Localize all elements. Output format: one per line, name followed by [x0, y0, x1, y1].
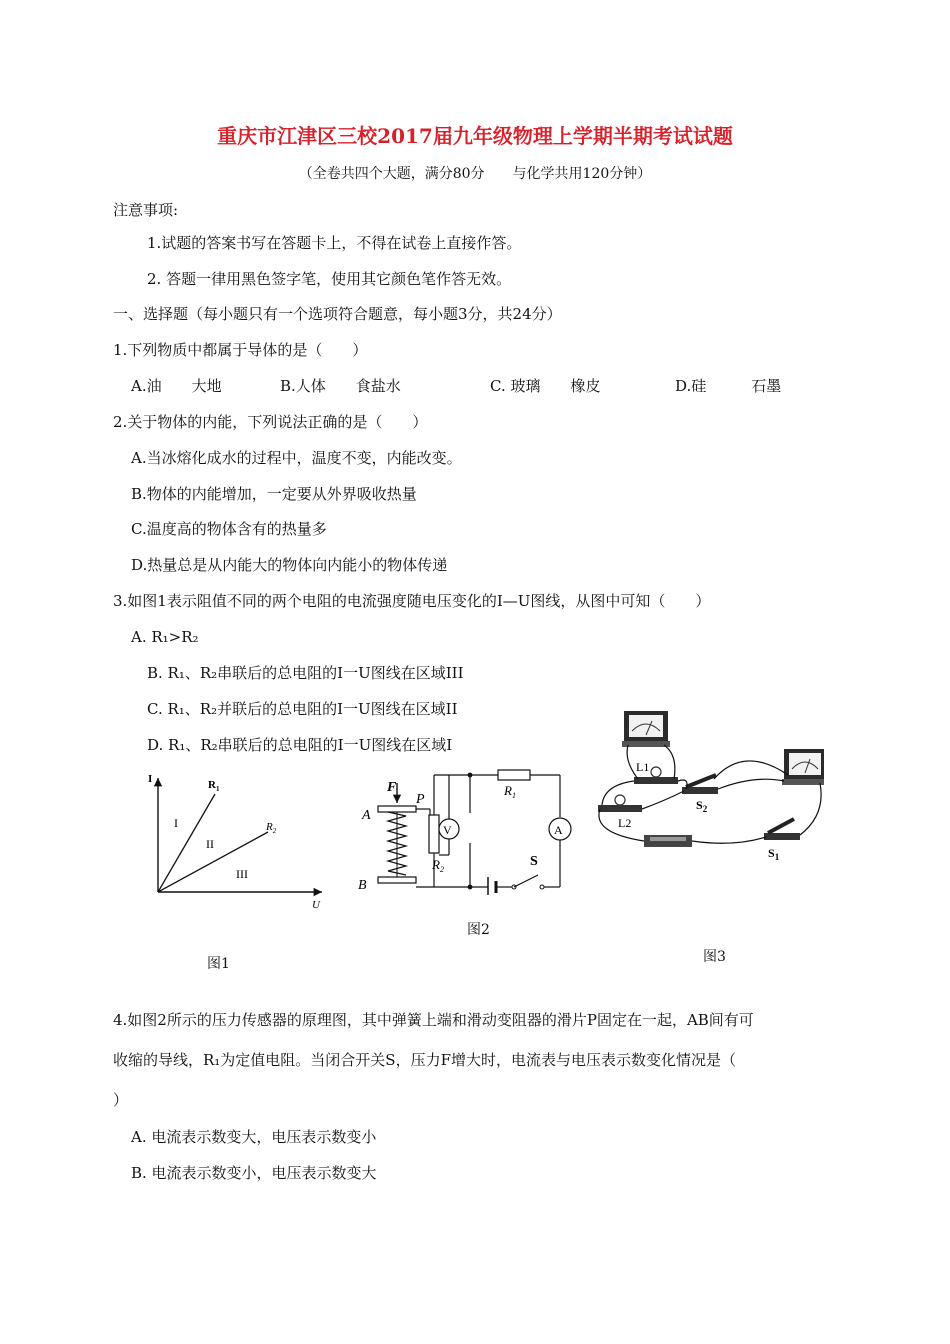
q2-stem: 2.关于物体的内能，下列说法正确的是（ ） [113, 413, 428, 431]
q1-option-c: C. 玻璃 橡皮 [490, 377, 601, 395]
q3-option-d: D. R₁、R₂串联后的总电阻的I一U图线在区域I [147, 736, 453, 754]
label-r1: $R_1$ [504, 783, 516, 800]
figure-3-caption: 图3 [703, 949, 726, 965]
label-s: S [530, 854, 538, 869]
q2-option-a: A.当冰熔化成水的过程中，温度不变，内能改变。 [131, 449, 462, 467]
q1-stem: 1.下列物质中都属于导体的是（ ） [113, 341, 368, 359]
region-label-2: II [206, 837, 214, 851]
axis-label-u: U [312, 899, 320, 908]
exam-title: 重庆市江津区三校2017届九年级物理上学期半期考试试题 [217, 124, 733, 148]
q1-option-d: D.硅 石墨 [675, 377, 782, 395]
lamp-l1 [634, 777, 678, 784]
figure-1-caption: 图1 [207, 956, 230, 972]
label-r2: $R_2$ [432, 857, 444, 874]
figure-2-sensor-circuit [352, 765, 577, 895]
q4-stem-line-2: 收缩的导线，R₁为定值电阻。当闭合开关S，压力F增大时，电流表与电压表示数变化情况是（ [113, 1051, 736, 1069]
rheostat-r2 [429, 815, 439, 853]
line-label-r1: $R_1$ [208, 779, 220, 793]
q3-option-b: B. R₁、R₂串联后的总电阻的I一U图线在区域III [147, 664, 464, 682]
q2-option-c: C.温度高的物体含有的热量多 [131, 520, 327, 538]
label-s1: $S_1$ [768, 846, 780, 862]
q2-option-d: D.热量总是从内能大的物体向内能小的物体传递 [131, 556, 448, 574]
label-l2: L2 [618, 816, 632, 830]
q2-option-b: B.物体的内能增加，一定要从外界吸收热量 [131, 485, 417, 503]
plate-a [378, 806, 416, 812]
figure-3-physical-circuit [594, 705, 824, 865]
lamp-l2 [598, 805, 642, 812]
q3-option-a: A. R₁>R₂ [131, 628, 199, 646]
label-l1: L1 [636, 760, 650, 774]
notice-1: 1.试题的答案书写在答题卡上，不得在试卷上直接作答。 [147, 234, 522, 252]
figure-1-iu-graph [140, 768, 340, 908]
q4-stem-line-1: 4.如图2所示的压力传感器的原理图，其中弹簧上端和滑动变阻器的滑片P固定在一起，AB间有可 [113, 1011, 754, 1029]
section-heading: 一、选择题（每小题只有一个选项符合题意，每小题3分，共24分） [113, 305, 562, 323]
q4-option-a: A. 电流表示数变大，电压表示数变小 [131, 1128, 377, 1146]
q4-stem-line-3: ） [113, 1091, 129, 1109]
line-label-r2: $R_2$ [266, 821, 277, 835]
resistor-r1 [498, 770, 530, 780]
region-label-3: III [236, 867, 248, 881]
notice-heading: 注意事项: [113, 201, 179, 219]
svg-text:A: A [554, 823, 563, 837]
label-s2: $S_2$ [696, 798, 708, 814]
figure-2-caption: 图2 [467, 922, 490, 938]
exam-subtitle: （全卷共四个大题，满分80分 与化学共用120分钟） [298, 166, 652, 182]
q3-stem: 3.如图1表示阻值不同的两个电阻的电流强度随电压变化的I—U图线，从图中可知（ ） [113, 592, 711, 610]
q4-option-b: B. 电流表示数变小，电压表示数变大 [131, 1164, 377, 1182]
plate-b [378, 877, 416, 883]
notice-2: 2. 答题一律用黑色签字笔，使用其它颜色笔作答无效。 [147, 270, 512, 288]
svg-text:V: V [443, 823, 452, 837]
q1-option-a: A.油 大地 [131, 377, 222, 395]
label-a: A [362, 808, 371, 823]
label-p: P [416, 792, 425, 807]
label-b: B [358, 878, 367, 893]
label-f: F [387, 780, 397, 795]
q1-option-b: B.人体 食盐水 [280, 377, 401, 395]
region-label-1: I [174, 816, 178, 830]
q3-option-c: C. R₁、R₂并联后的总电阻的I一U图线在区域II [147, 700, 458, 718]
axis-label-i: I [148, 773, 153, 785]
